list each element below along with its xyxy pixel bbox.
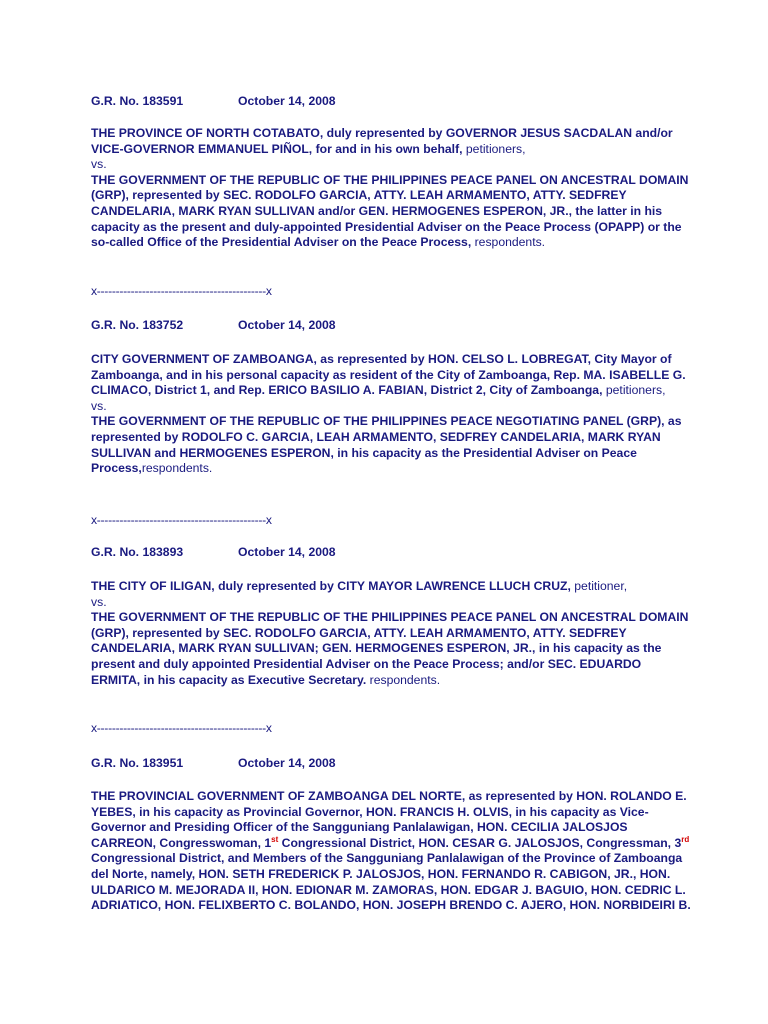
- respondent-role: respondents.: [141, 461, 213, 476]
- case-183951-parties: [91, 789, 691, 914]
- ordinal-suffix: st: [271, 834, 279, 844]
- petitioner-part-1: THE PROVINCIAL GOVERNMENT OF ZAMBOANGA DEL NORTE, as represented by HON. ROLANDO E. YEBES, in his capacity as Provincial Governor, HON. FRANCIS H. OLVIS, in his capacity as Vice-Governor and Presiding Officer of the Sangguniang Panlalawigan, HON. CECILIA JALOSJOS CARREON, Congresswoman, 1: [91, 789, 687, 850]
- case-header: [91, 756, 691, 772]
- respondent-text: [91, 610, 691, 688]
- petitioner-name: THE PROVINCE OF NORTH COTABATO, duly represented by GOVERNOR JESUS SACDALAN and/or VICE-GOVERNOR EMMANUEL PIÑOL, for and in his own behalf,: [91, 126, 673, 156]
- case-separator: x---------------------------------------------x: [91, 513, 272, 527]
- case-date: October 14, 2008: [238, 545, 336, 559]
- respondent-name: THE GOVERNMENT OF THE REPUBLIC OF THE PHILIPPINES PEACE NEGOTIATING PANEL (GRP), as represented by RODOLFO C. GARCIA, LEAH ARMAMENTO, SEDFREY CANDELARIA, MARK RYAN SULLIVAN and HERMOGENES ESPERON, in his capacity as the Presidential Adviser on Peace Process,: [91, 414, 682, 476]
- petitioner-text: [91, 126, 691, 157]
- case-header: [91, 545, 691, 561]
- petitioner-role: petitioners,: [602, 383, 666, 398]
- versus-label: vs.: [91, 594, 107, 609]
- petitioner-role: petitioner,: [570, 579, 628, 593]
- gr-number: G.R. No. 183591: [91, 94, 184, 108]
- case-183951: [91, 756, 691, 772]
- case-183752: [91, 318, 691, 334]
- gr-number: G.R. No. 183893: [91, 545, 184, 559]
- petitioner-text: [91, 789, 691, 914]
- petitioner-text: [91, 579, 691, 595]
- respondent-name: THE GOVERNMENT OF THE REPUBLIC OF THE PHILIPPINES PEACE PANEL ON ANCESTRAL DOMAIN (GRP), represented by SEC. RODOLFO GARCIA, ATTY. LEAH ARMAMENTO, ATTY. SEDFREY CANDELARIA, MARK RYAN SULLIVAN and/or GEN. HERMOGENES ESPERON, JR., the latter in his capacity as the present and duly-appointed Presidential Adviser on the Peace Process (OPAPP) or the so-called Office of the Presidential Adviser on the Peace Process,: [91, 172, 689, 250]
- case-separator: x---------------------------------------------x: [91, 721, 272, 735]
- versus-label: vs.: [91, 157, 107, 172]
- petitioner-part-2: Congressional District, HON. CESAR G. JALOSJOS, Congressman, 3: [278, 835, 682, 850]
- petitioner-part-3: Congressional District, and Members of the Sangguniang Panlalawigan of the Province of Zamboanga del Norte, namely, HON. SETH FREDERICK P. JALOSJOS, HON. FERNANDO R. CABIGON, JR., HON. ULDARICO M. MEJORADA II, HON. EDIONAR M. ZAMORAS, HON. EDGAR J. BAGUIO, HON. CEDRIC L. ADRIATICO, HON. FELIXBERTO C. BOLANDO, HON. JOSEPH BRENDO C. AJERO, HON. NORBIDEIRI B.: [91, 851, 691, 913]
- case-183752-parties: [91, 352, 691, 477]
- case-header: [91, 318, 691, 334]
- case-183893: [91, 545, 691, 561]
- gr-number: G.R. No. 183951: [91, 756, 184, 770]
- respondent-role: respondents.: [471, 235, 546, 250]
- ordinal-suffix: rd: [681, 834, 690, 844]
- case-183893-parties: [91, 579, 691, 688]
- respondent-name: THE GOVERNMENT OF THE REPUBLIC OF THE PHILIPPINES PEACE PANEL ON ANCESTRAL DOMAIN (GRP), represented by SEC. RODOLFO GARCIA, ATTY. LEAH ARMAMENTO, ATTY. SEDFREY CANDELARIA, MARK RYAN SULLIVAN; GEN. HERMOGENES ESPERON, JR., in his capacity as the present and duly appointed Presidential Adviser on the Peace Process; and/or SEC. EDUARDO ERMITA, in his capacity as Executive Secretary.: [91, 610, 689, 687]
- gr-number: G.R. No. 183752: [91, 318, 184, 332]
- petitioner-name: THE CITY OF ILIGAN, duly represented by CITY MAYOR LAWRENCE LLUCH CRUZ,: [91, 579, 571, 593]
- case-header: [91, 94, 691, 110]
- petitioner-role: petitioners,: [462, 141, 526, 156]
- case-date: October 14, 2008: [238, 756, 336, 770]
- respondent-role: respondents.: [366, 672, 441, 687]
- respondent-text: [91, 173, 691, 251]
- case-183591: [91, 94, 691, 110]
- case-date: October 14, 2008: [238, 94, 336, 108]
- case-separator: x---------------------------------------------x: [91, 284, 272, 298]
- versus-label: vs.: [91, 398, 107, 413]
- case-date: October 14, 2008: [238, 318, 336, 332]
- respondent-text: [91, 414, 691, 476]
- petitioner-name: CITY GOVERNMENT OF ZAMBOANGA, as represented by HON. CELSO L. LOBREGAT, City Mayor of Zamboanga, and in his personal capacity as resident of the City of Zamboanga, Rep. MA. ISABELLE G. CLIMACO, District 1, and Rep. ERICO BASILIO A. FABIAN, District 2, City of Zamboanga,: [91, 352, 686, 398]
- case-183591-parties: [91, 126, 691, 251]
- petitioner-text: [91, 352, 691, 399]
